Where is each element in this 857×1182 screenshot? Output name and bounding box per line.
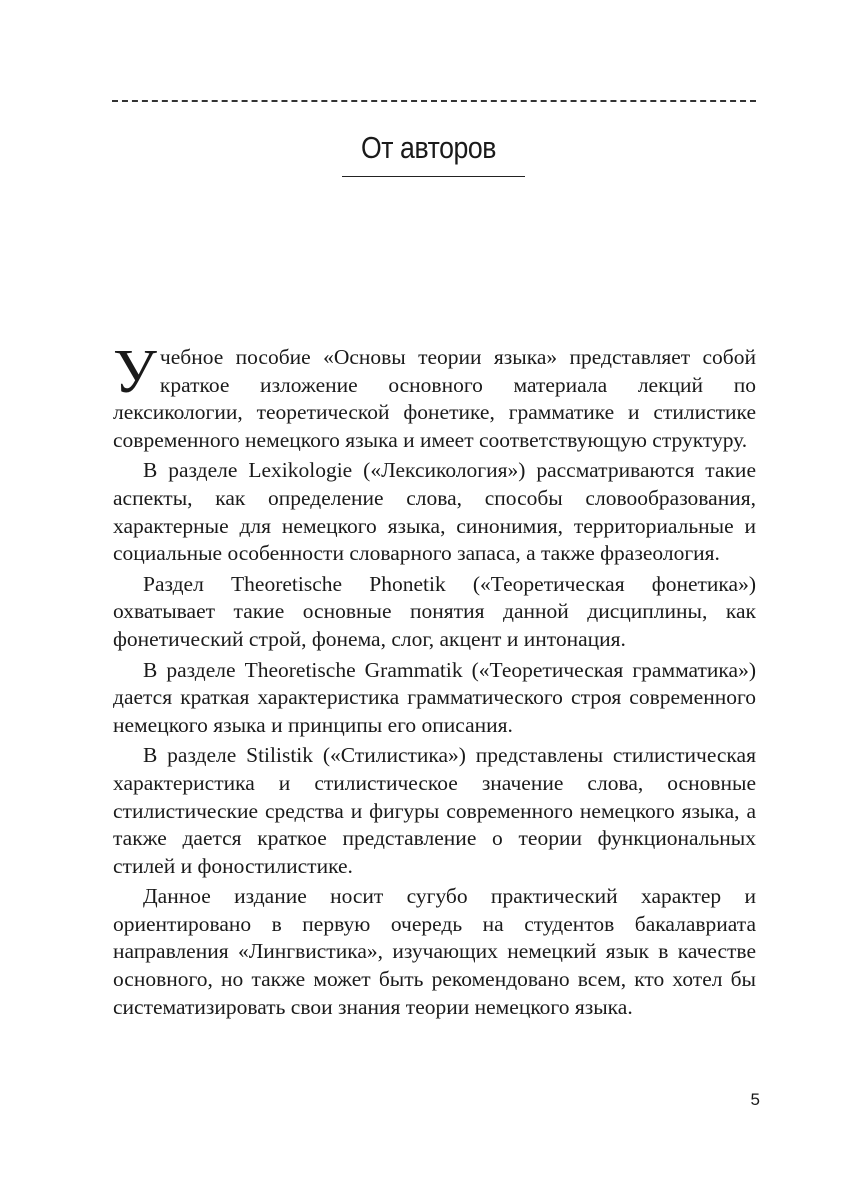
- page-title: От авторов: [360, 130, 497, 165]
- paragraph-lexikologie: В разделе Lexikologie («Лексикология») рассматриваются такие аспекты, как определение слова, способы словообразования, характерные для немецкого языка, синонимия, территориальные и социальные особенности словарного запаса, а также фразеология.: [113, 458, 756, 566]
- page-number: 5: [750, 1090, 760, 1109]
- paragraph-grammatik: В разделе Theoretische Grammatik («Теоретическая грамматика») дается краткая характеристика грамматического строя современного немецкого языка и принципы его описания.: [113, 657, 756, 737]
- title-underline: [342, 176, 525, 177]
- paragraph-phonetik: Раздел Theoretische Phonetik («Теоретическая фонетика») охватывает такие основные понятия данной дисциплины, как фонетический строй, фонема, слог, акцент и интонация.: [113, 571, 756, 651]
- paragraph-stilistik: В разделе Stilistik («Стилистика») представлены стилистическая характеристика и стилистическое значение слова, основные стилистические средства и фигуры современного немецкого языка, а также дается краткое представление о теории функциональных стилей и фоностилистике.: [113, 743, 756, 878]
- body-text: [113, 338, 756, 1024]
- paragraph-intro-text: чебное пособие «Основы теории языка» представляет собой краткое изложение основного материала лекций по лексикологии, теоретической фонетике, грамматике и стилистике современного немецкого языка и имеет соответствующую структуру.: [113, 345, 756, 452]
- dashed-header-rule: [112, 100, 756, 102]
- drop-cap-letter: У: [113, 338, 157, 406]
- paragraph-intro: [113, 338, 756, 454]
- paragraph-conclusion: Данное издание носит сугубо практический характер и ориентировано в первую очередь на студентов бакалавриата направления «Лингвистика», изучающих немецкий язык в качестве основного, но также может быть рекомендовано всем, кто хотел бы систематизировать свои знания теории немецкого языка.: [113, 884, 756, 1019]
